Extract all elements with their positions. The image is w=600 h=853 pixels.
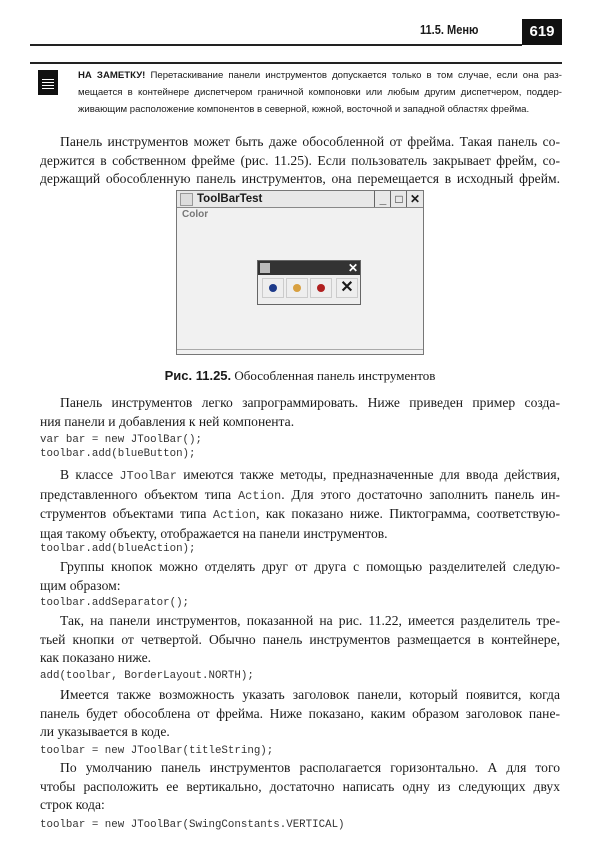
code-block-1: var bar = new JToolBar(); toolbar.add(blueButton); xyxy=(40,434,202,460)
text-line: Панель инструментов может быть даже обособленной от фрейма. Такая панель со- xyxy=(60,134,560,149)
paragraph-2 xyxy=(40,394,560,431)
red-ball-icon xyxy=(317,284,325,292)
text-line: представленного объектом типа Action. Для этого достаточно заполнить панель ин- xyxy=(40,486,561,503)
maximize-button[interactable]: □ xyxy=(390,191,407,207)
code-block-4: add(toolbar, BorderLayout.NORTH); xyxy=(40,670,254,682)
paragraph-6 xyxy=(40,686,560,742)
page-number: 619 xyxy=(522,19,562,45)
window-title: ToolBarTest xyxy=(197,193,263,205)
text-line: ли указывается в коде. xyxy=(40,724,170,739)
text-line: НА ЗАМЕТКУ! Перетаскивание панели инструментов допускается только в том случае, если она раз- xyxy=(78,70,562,81)
text-line: Панель инструментов легко запрограммировать. Ниже приведен пример созда- xyxy=(60,395,560,410)
text-line: Группы кнопок можно отделять друг от друга с помощью разделителей следую- xyxy=(60,559,560,574)
toolbar-app-icon xyxy=(260,263,270,273)
text-line: живающим расположение компонентов в северной, южной, восточной и западной областях фрейма. xyxy=(78,104,530,115)
floating-toolbar[interactable] xyxy=(257,260,361,305)
code-block-5: toolbar = new JToolBar(titleString); xyxy=(40,745,274,757)
code-block-2: toolbar.add(blueAction); xyxy=(40,543,196,555)
text-line: тьей кнопки от четвертой. Обычно панель инструментов размещается в контейнере, xyxy=(40,631,560,647)
toolbar-close-button[interactable]: ✕ xyxy=(347,261,359,275)
text-line: мещается в контейнере диспетчером граничной компоновки или любым другим диспетчером, поддер- xyxy=(78,87,562,98)
blue-ball-icon xyxy=(269,284,277,292)
running-header: 11.5. Меню xyxy=(420,22,479,37)
paragraph-5 xyxy=(40,612,560,668)
text-line: струментов объектами типа Action, как показано ниже. Пиктограмма, соответствую- xyxy=(40,506,560,522)
header-rule xyxy=(30,44,522,46)
yellow-ball-icon xyxy=(293,284,301,292)
text-line: чтобы расположить ее вертикально, достаточно написать одну из следующих двух xyxy=(40,778,560,794)
text-line: строк кода: xyxy=(40,797,105,812)
text-line: Имеется также возможность указать заголовок панели, который появится, когда xyxy=(60,687,560,702)
text-line: панель будет обособлена от фрейма. Ниже показано, каким образом заголовок пане- xyxy=(40,705,560,721)
note-rule xyxy=(30,62,562,64)
code-block-3: toolbar.addSeparator(); xyxy=(40,597,190,609)
text-line: щая такому объекту, отображается на панели инструментов. xyxy=(40,525,388,541)
figure-caption: Рис. 11.25. Обособленная панель инструментов xyxy=(164,368,436,383)
paragraph-7 xyxy=(40,759,560,815)
paragraph-4 xyxy=(40,558,560,595)
app-icon xyxy=(180,193,193,206)
code-block-6: toolbar = new JToolBar(SwingConstants.VERTICAL) xyxy=(40,819,345,831)
paragraph-1 xyxy=(40,133,560,189)
exit-button[interactable]: ✕ xyxy=(336,278,358,298)
close-button[interactable]: ✕ xyxy=(406,191,423,207)
yellow-button[interactable] xyxy=(286,278,308,298)
text-line: держится в собственном фрейме (рис. 11.25). Если пользователь закрывает фрейм, со- xyxy=(40,152,560,168)
red-button[interactable] xyxy=(310,278,332,298)
window-bottom-edge xyxy=(177,349,423,354)
note-label: НА ЗАМЕТКУ! xyxy=(78,70,146,81)
text-line: щим образом: xyxy=(40,577,121,593)
note-box xyxy=(78,67,562,118)
note-icon xyxy=(38,70,58,95)
toolbar-titlebar[interactable] xyxy=(258,261,360,275)
text-line: держащий обособленную панель инструментов, она перемещается в исходный фрейм. xyxy=(40,171,560,186)
blue-button[interactable] xyxy=(262,278,284,298)
text-line: По умолчанию панель инструментов располагается горизонтально. А для того xyxy=(60,760,560,775)
toolbartest-window xyxy=(176,190,424,355)
text-line: В классе JToolBar имеются также методы, предназначенные для ввода действия, xyxy=(60,467,560,483)
paragraph-3 xyxy=(40,466,560,543)
text-line: Так, на панели инструментов, показанной на рис. 11.22, имеется разделитель тре- xyxy=(60,613,560,628)
window-titlebar[interactable] xyxy=(177,191,423,208)
text-line: как показано ниже. xyxy=(40,650,152,665)
minimize-button[interactable]: _ xyxy=(374,191,391,207)
menu-color[interactable]: Color xyxy=(182,209,209,220)
text-line: ния панели и добавления к ней компонента. xyxy=(40,413,295,429)
